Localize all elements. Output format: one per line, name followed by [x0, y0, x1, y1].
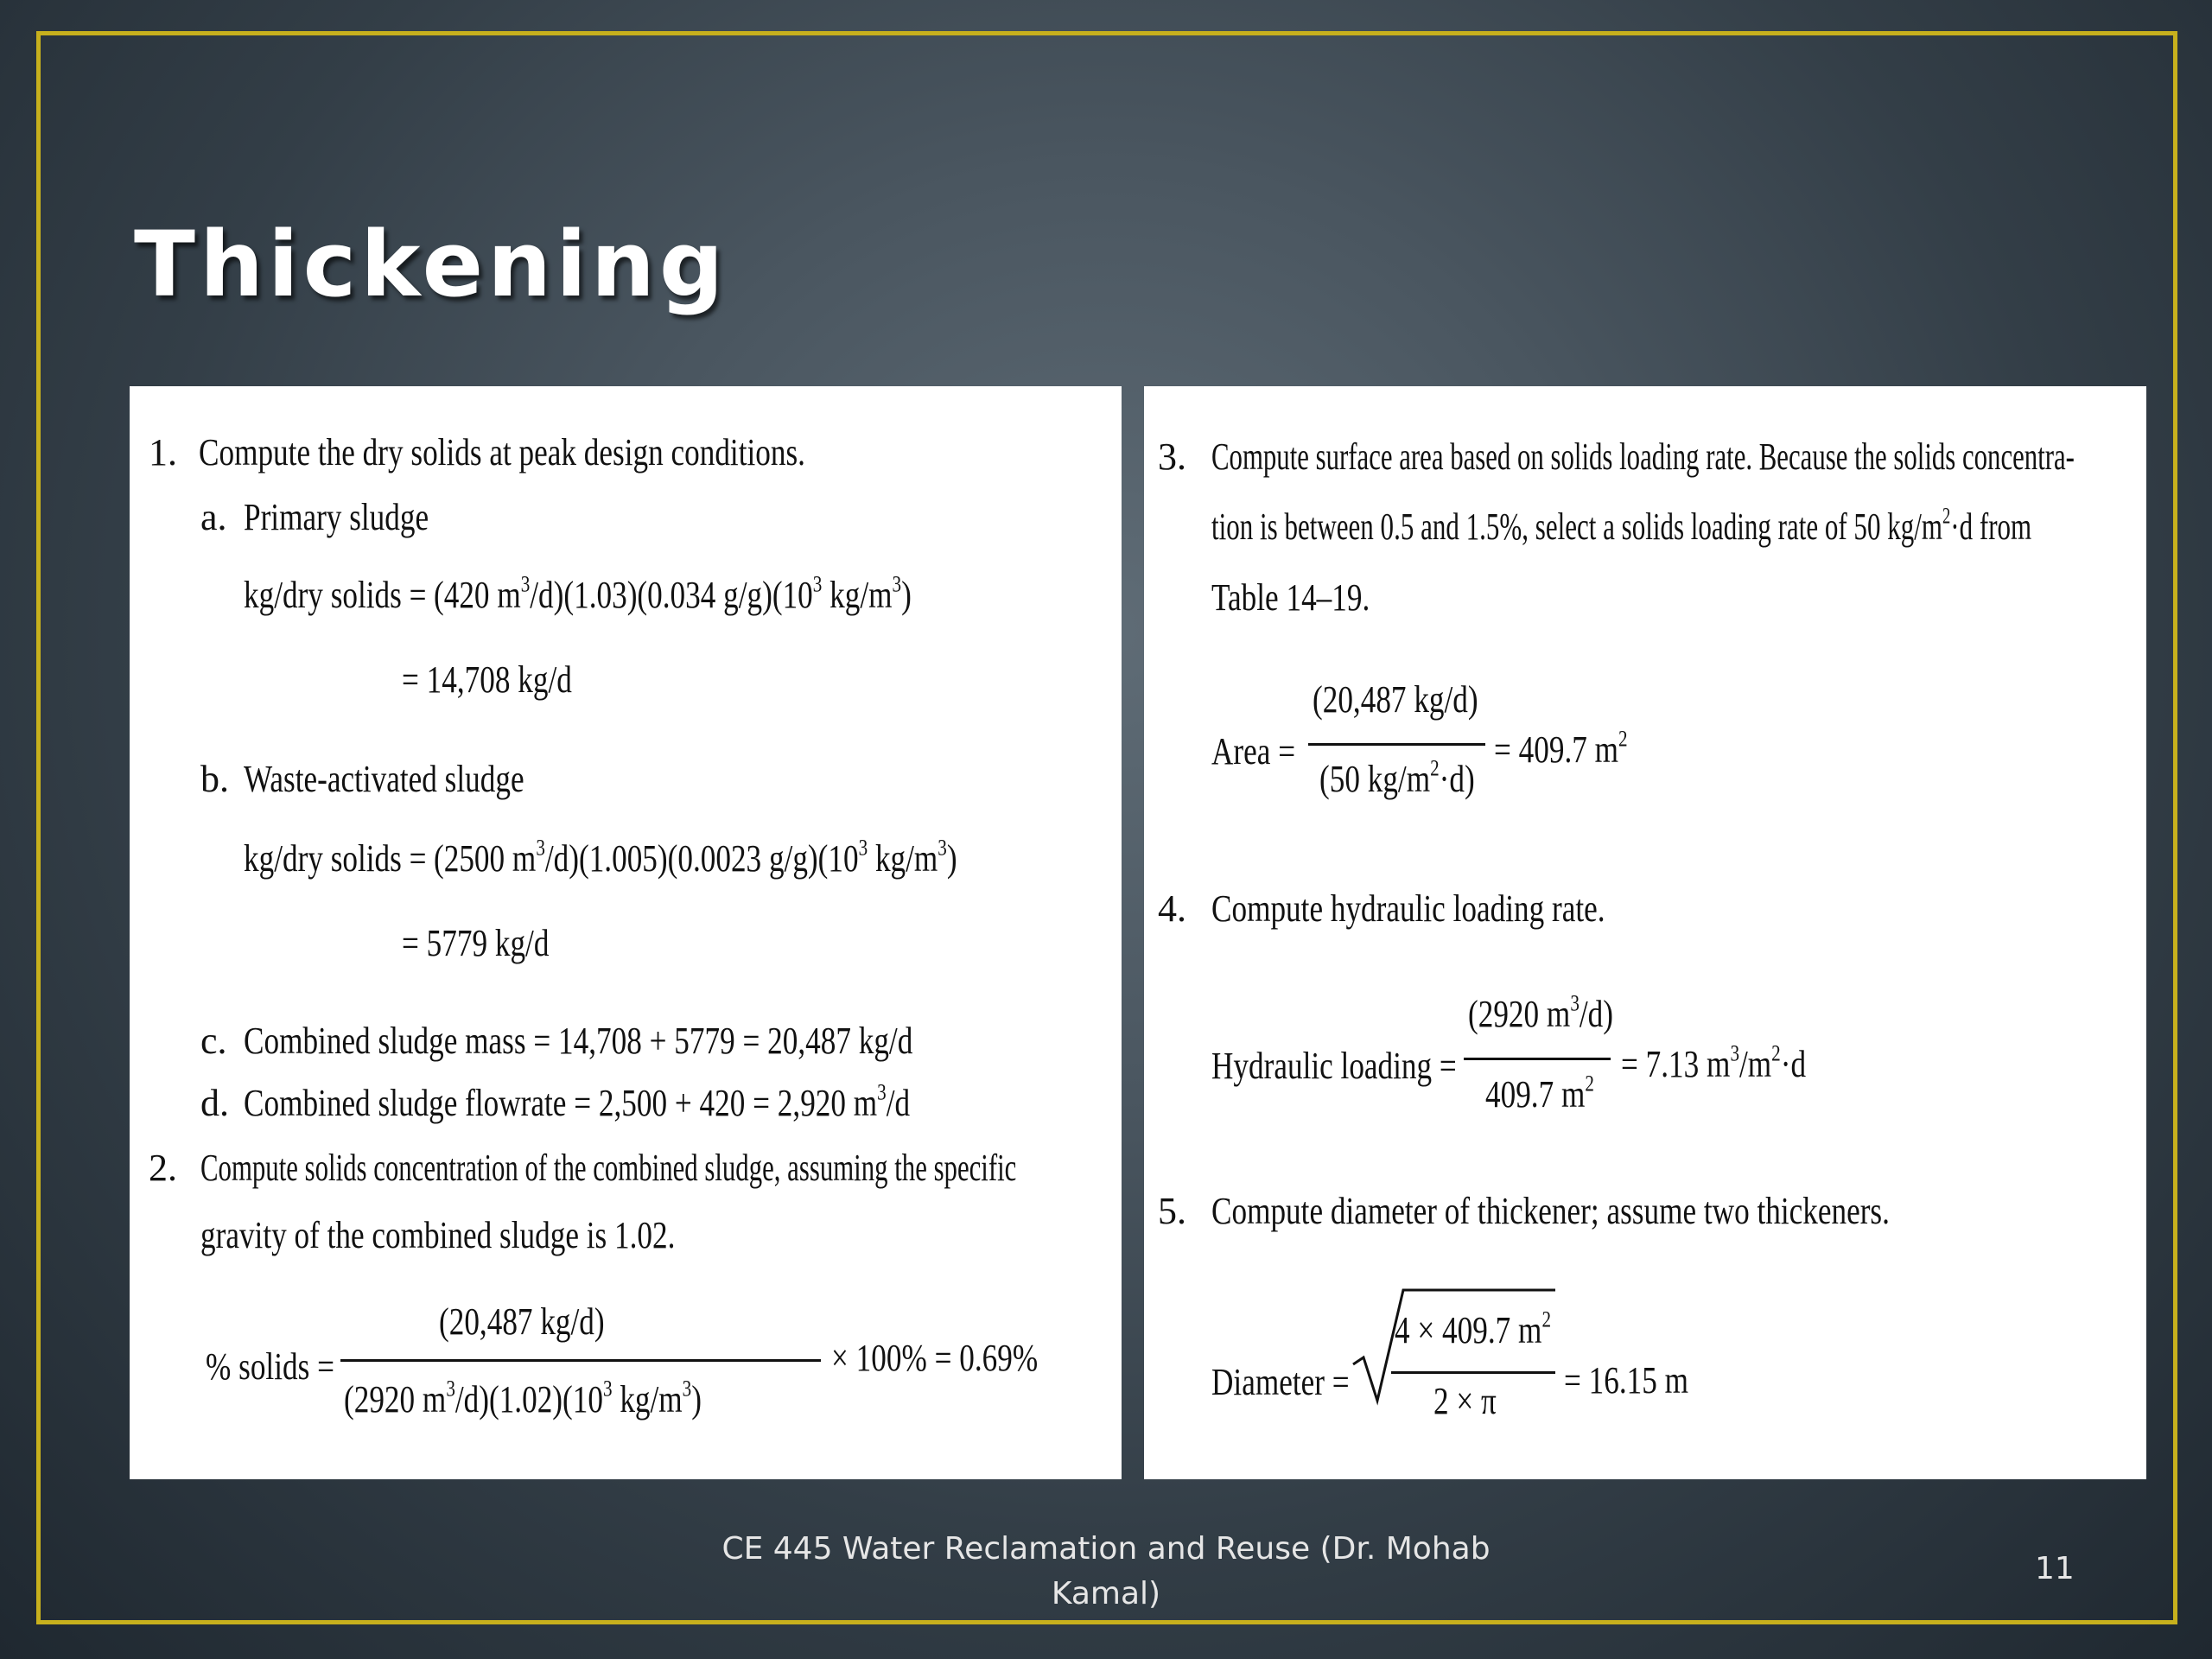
- diameter-lhs: Diameter =: [1211, 1361, 1350, 1403]
- combined-sludge-flowrate: Combined sludge flowrate = 2,500 + 420 = 2,920 $m^3/d$: [244, 1078, 911, 1124]
- step-4-number: 4.: [1158, 887, 1186, 930]
- primary-dry-solids-rhs: (420 $m^3/d)(1.03)(0.034$ $g/g)(10^3$ $kg/m^3$): [434, 570, 912, 616]
- was-dry-solids-result: = 5779 kg/d: [402, 922, 550, 964]
- step-1b-text: Waste-activated sludge: [244, 758, 524, 800]
- diameter-numerator: 4 × 409.7 $m^2$: [1395, 1306, 1551, 1351]
- percent-solids-denominator: (2920 $m^3/d)(1.02)(10^3$ $kg/m^3$): [344, 1375, 702, 1421]
- step-1-text: Compute the dry solids at peak design conditions.: [199, 431, 805, 474]
- step-5-number: 5.: [1158, 1190, 1186, 1232]
- step-3-text-line-2: tion is between 0.5 and 1.5%, select a solids loading rate of 50 $kg/m^2\cdot d$ from: [1211, 502, 2032, 548]
- step-2-text-line-1: Compute solids concentration of the combined sludge, assuming the specific: [200, 1147, 1017, 1189]
- slide-title: Thickening: [134, 212, 728, 317]
- step-1-number: 1.: [149, 431, 177, 474]
- hydraulic-loading-fraction-bar: [1464, 1058, 1611, 1060]
- step-4-text: Compute hydraulic loading rate.: [1211, 887, 1605, 930]
- area-fraction-bar: [1308, 743, 1485, 746]
- step-1d-label: d.: [200, 1082, 229, 1124]
- diameter-result: = 16.15 m: [1564, 1359, 1689, 1402]
- step-2-number: 2.: [149, 1147, 177, 1189]
- combined-sludge-mass: Combined sludge mass = 14,708 + 5779 = 20,487 kg/d: [244, 1020, 913, 1062]
- hydraulic-loading-lhs: Hydraulic loading =: [1211, 1045, 1457, 1087]
- hydraulic-loading-numerator: (2920 $m^3/d$): [1468, 989, 1613, 1035]
- percent-solids-numerator: (20,487 kg/d): [439, 1300, 605, 1343]
- step-1a-text: Primary sludge: [244, 496, 429, 538]
- step-2-text-line-2: gravity of the combined sludge is 1.02.: [200, 1214, 676, 1256]
- was-dry-solids-rhs: (2500 $m^3/d)(1.005)(0.0023$ $g/g)(10^3$ $kg/m^3$): [434, 834, 957, 880]
- step-1c-label: c.: [200, 1020, 227, 1062]
- step-3-text-line-1: Compute surface area based on solids loading rate. Because the solids concentra-: [1211, 435, 2075, 478]
- step-1a-label: a.: [200, 496, 227, 538]
- percent-solids-result: × 100% = 0.69%: [831, 1337, 1039, 1379]
- diameter-fraction-bar: [1391, 1371, 1555, 1374]
- step-5-text: Compute diameter of thickener; assume two thickeners.: [1211, 1190, 1890, 1232]
- percent-solids-fraction-bar: [340, 1359, 821, 1362]
- primary-dry-solids-result: = 14,708 kg/d: [402, 658, 572, 701]
- step-3-text-line-3: Table 14–19.: [1211, 576, 1370, 619]
- right-solution-panel: [1144, 386, 2146, 1479]
- area-lhs: Area =: [1211, 730, 1296, 772]
- hydraulic-loading-result: = 7.13 $m^3/m^2\cdot d$: [1621, 1039, 1807, 1085]
- primary-dry-solids-lhs: kg/dry solids =: [244, 574, 427, 616]
- area-numerator: (20,487 kg/d): [1313, 678, 1478, 721]
- slide-footer: CE 445 Water Reclamation and Reuse (Dr. Mohab Kamal): [721, 1531, 1491, 1611]
- left-solution-panel: [130, 386, 1122, 1479]
- slide-page-number: 11: [2035, 1551, 2075, 1586]
- step-3-number: 3.: [1158, 435, 1186, 478]
- step-1b-label: b.: [200, 758, 229, 800]
- was-dry-solids-lhs: kg/dry solids =: [244, 837, 427, 880]
- diameter-denominator: 2 × π: [1433, 1380, 1497, 1422]
- area-denominator: (50 $kg/m^2\cdot d$): [1319, 754, 1475, 800]
- percent-solids-lhs: % solids =: [206, 1345, 334, 1388]
- area-result: = 409.7 $m^2$: [1494, 725, 1628, 771]
- hydraulic-loading-denominator: 409.7 $m^2$: [1485, 1070, 1594, 1116]
